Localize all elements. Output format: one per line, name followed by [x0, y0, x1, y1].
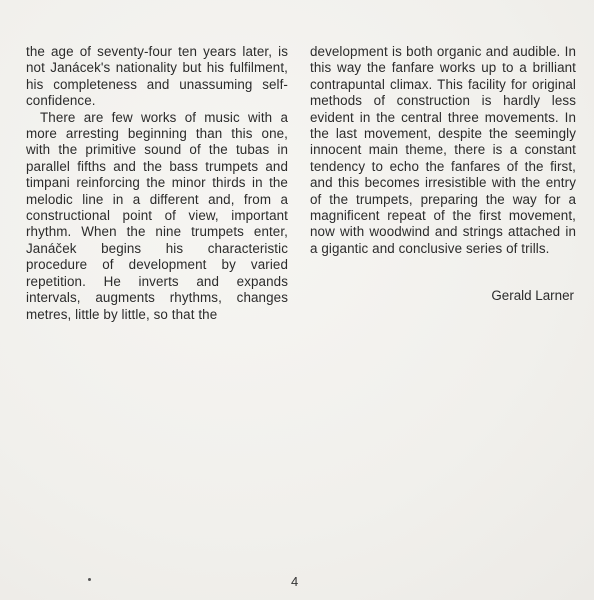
right-paragraph: development is both organic and audible. In this way the fanfare works up to a brilliant contrapuntal climax. This facility for original methods of construction is hardly less evident in the central three movements. In the last movement, despite the seemingly innocent main theme, there is a constant tendency to echo the fanfares of the first, and this becomes irresistible with the entry of the trumpets, preparing the way for a magnificent repeat of the first movement, now with woodwind and strings attached in a gigantic and conclusive series of trills. [310, 44, 576, 256]
print-speck [88, 578, 91, 581]
left-text-column [26, 44, 288, 323]
page-number: 4 [291, 574, 299, 589]
right-text-column [310, 44, 576, 257]
left-paragraph-main: There are few works of music with a more arresting beginning than this one, with the primitive sound of the tubas in parallel fifths and the bass trumpets and timpani reinforcing the minor thirds in the melodic line in a different and, from a constructional point of view, important rhythm. When the nine trumpets enter, Janáček begins his characteristic procedure of development by varied repetition. He inverts and expands intervals, augments rhythms, changes metres, little by little, so that the [26, 109, 288, 322]
author-signature: Gerald Larner [491, 288, 574, 303]
left-paragraph-continuation: the age of seventy-four ten years later, is not Janácek's nationality but his fulfilment, his completeness and unassuming self-confidence. [26, 44, 288, 109]
